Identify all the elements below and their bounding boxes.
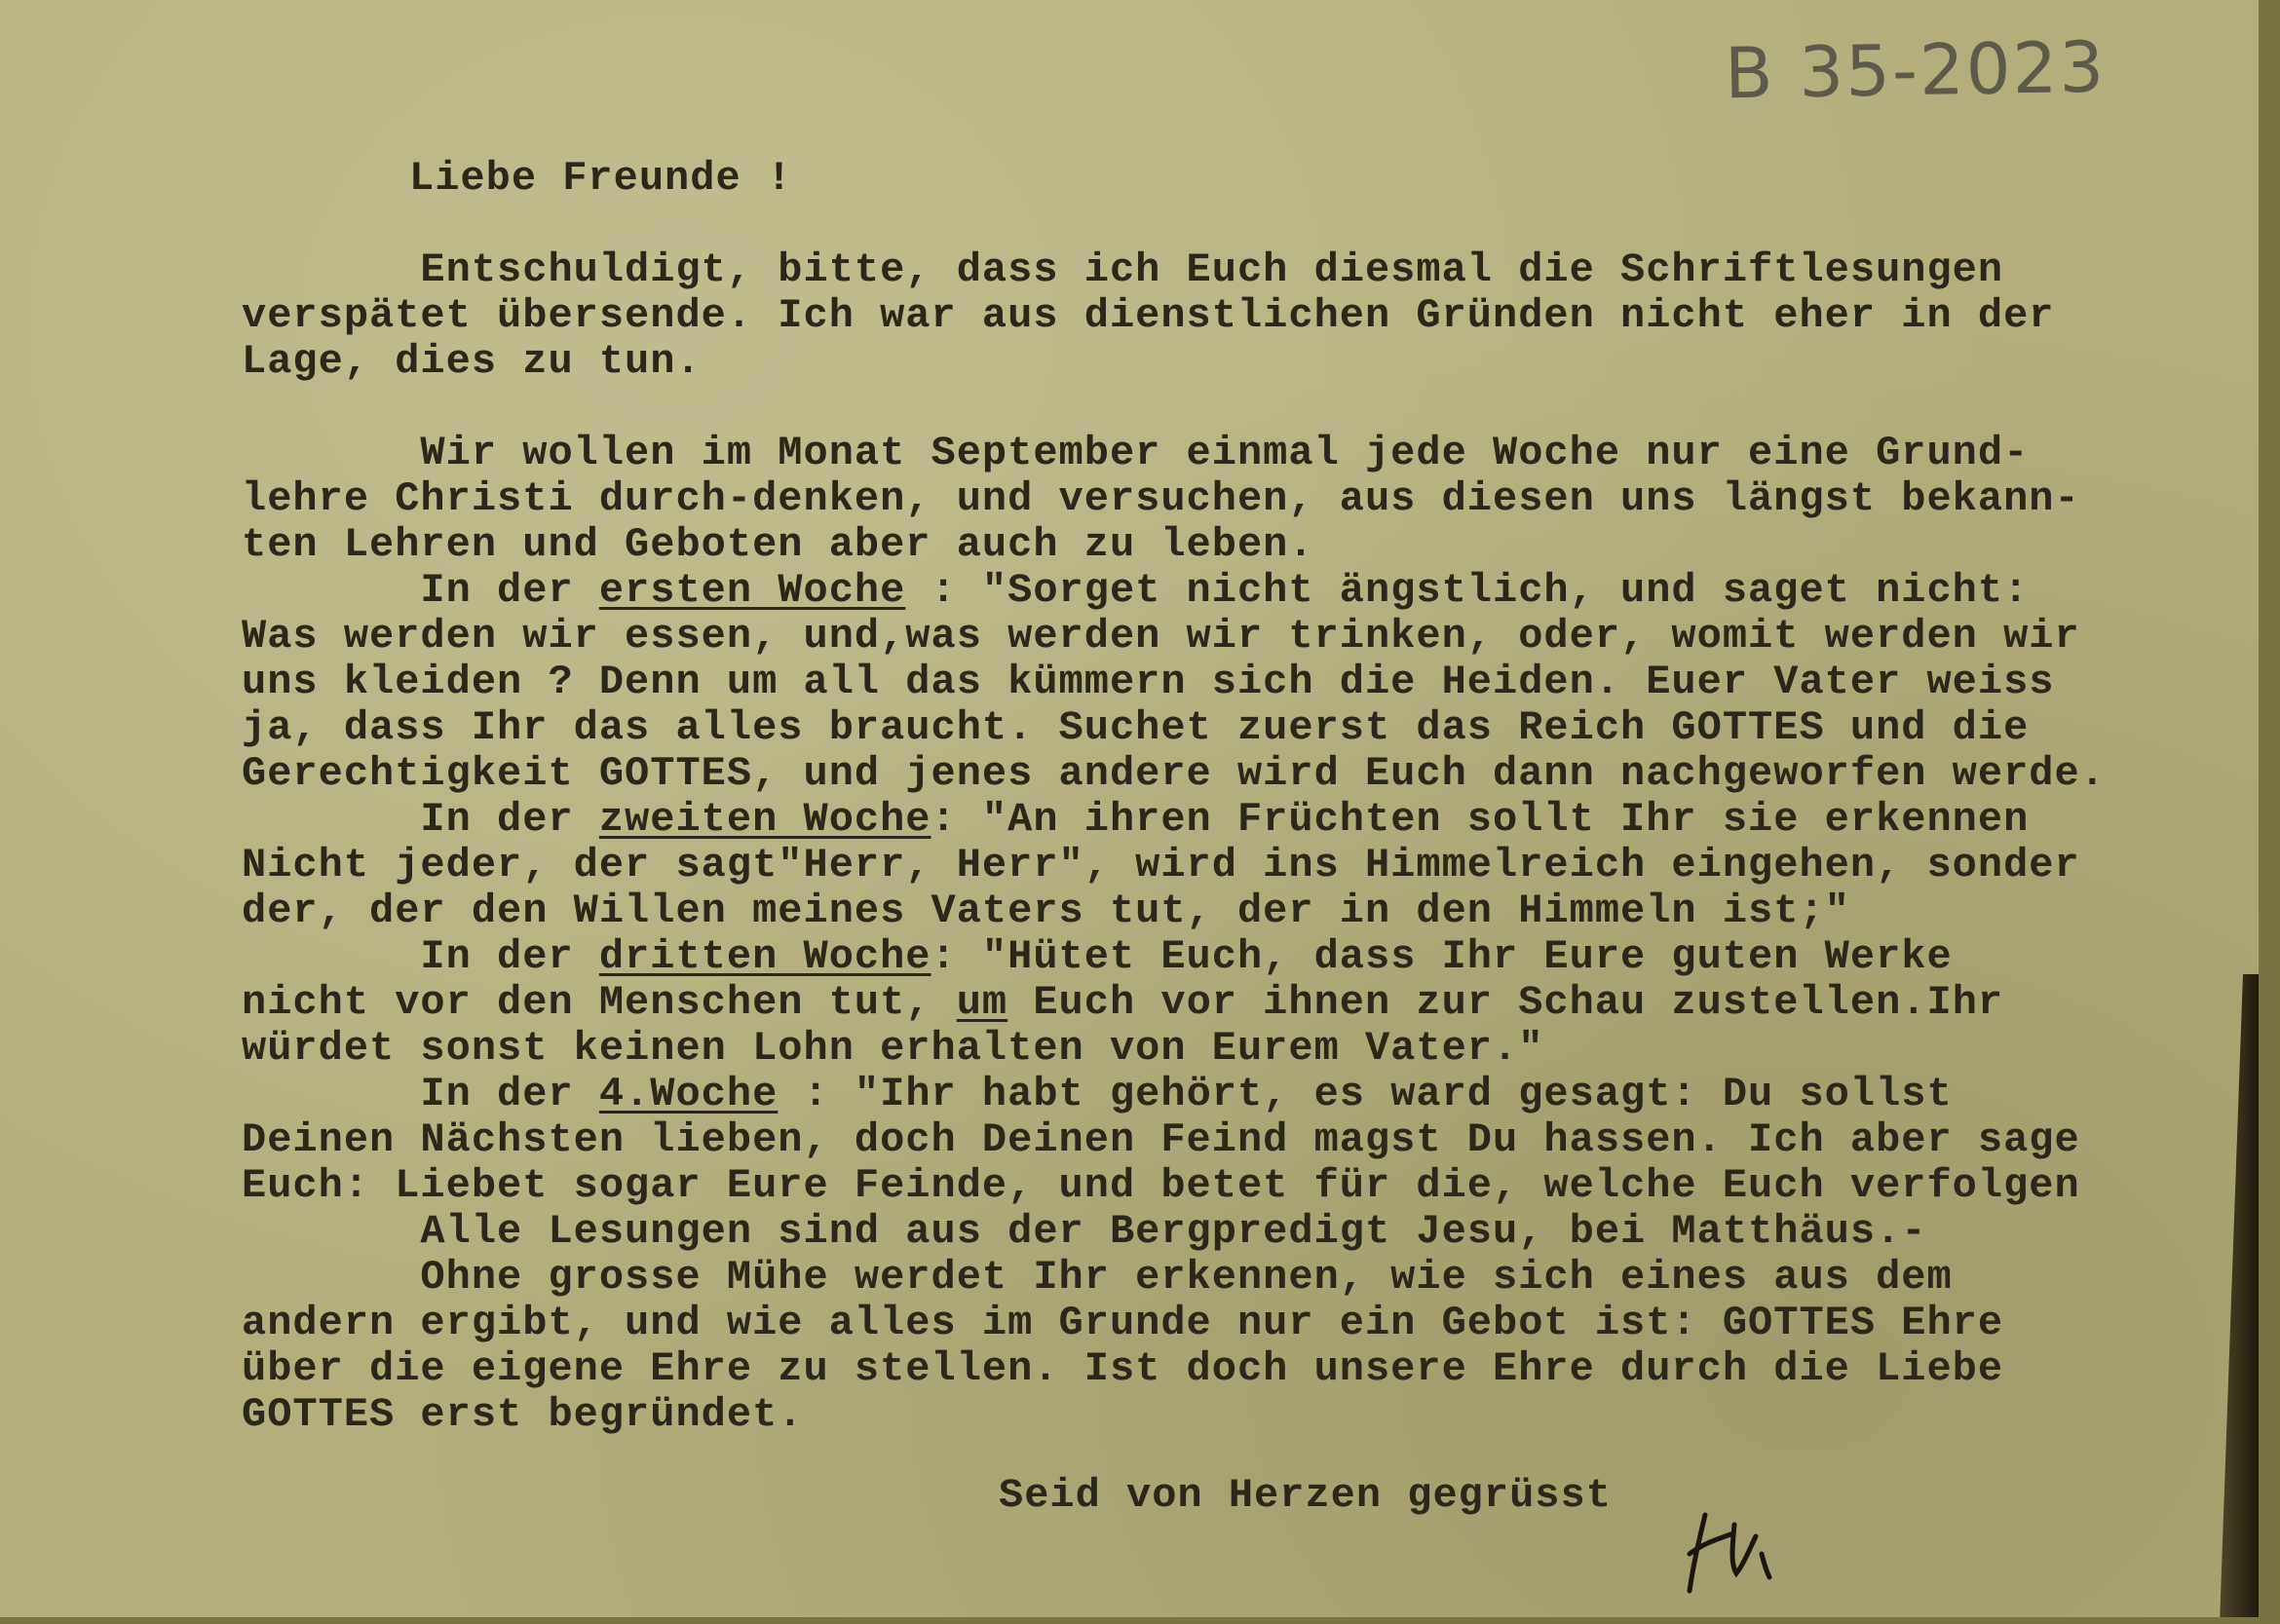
salutation: Liebe Freunde ! <box>409 155 793 202</box>
week1-line: ja, dass Ihr das alles braucht. Suchet zuerst das Reich GOTTES und die <box>242 704 2030 751</box>
page-torn-edge <box>2220 974 2259 1617</box>
week1-heading-line: In der ersten Woche : "Sorget nicht ängstlich, und saget nicht: <box>242 567 2030 614</box>
handwritten-initials <box>1676 1495 1783 1603</box>
week1-line: Gerechtigkeit GOTTES, und jenes andere wird Euch dann nachgeworfen werde. <box>242 750 2106 797</box>
intro-line-3: Lage, dies zu tun. <box>242 338 702 385</box>
week4-underlined-label: 4.Woche <box>598 1071 779 1117</box>
archive-number: B 35-2023 <box>1724 25 2107 115</box>
week1-line: uns kleiden ? Denn um all das kümmern sich die Heiden. Euer Vater weiss <box>242 659 2055 705</box>
week3-line: nicht vor den Menschen tut, um Euch vor ihnen zur Schau zustellen.Ihr <box>242 979 2004 1026</box>
closing-line: Alle Lesungen sind aus der Bergpredigt Jesu, bei Matthäus.- <box>242 1208 1927 1255</box>
plan-line-1: Wir wollen im Monat September einmal jede Woche nur eine Grund- <box>242 430 2030 476</box>
week2-heading-line: In der zweiten Woche: "An ihren Früchten sollt Ihr sie erkennen <box>242 796 2030 843</box>
week4-line: Deinen Nächsten lieben, doch Deinen Feind magst Du hassen. Ich aber sage <box>242 1116 2080 1163</box>
week1-line: Was werden wir essen, und,was werden wir trinken, oder, womit werden wir <box>242 613 2080 660</box>
week3-heading-line: In der dritten Woche: "Hütet Euch, dass Ihr Eure guten Werke <box>242 933 1953 980</box>
week2-underlined-label: zweiten Woche <box>598 796 931 843</box>
closing-line: GOTTES erst begründet. <box>242 1391 804 1438</box>
closing-line: Ohne grosse Mühe werdet Ihr erkennen, wie sich eines aus dem <box>242 1254 1953 1301</box>
week2-line: der, der den Willen meines Vaters tut, der in den Himmeln ist;" <box>242 888 1850 934</box>
plan-line-3: ten Lehren und Geboten aber auch zu leben. <box>242 521 1314 568</box>
plan-line-2: lehre Christi durch-denken, und versuchen, aus diesen uns längst bekann- <box>242 475 2080 522</box>
closing-line: über die eigene Ehre zu stellen. Ist doch unsere Ehre durch die Liebe <box>242 1345 2004 1392</box>
week3-line: würdet sonst keinen Lohn erhalten von Eurem Vater." <box>242 1025 1544 1072</box>
week4-heading-line: In der 4.Woche : "Ihr habt gehört, es ward gesagt: Du sollst <box>242 1071 1953 1117</box>
week2-line: Nicht jeder, der sagt"Herr, Herr", wird ins Himmelreich eingehen, sonder <box>242 842 2080 888</box>
intro-line-2: verspätet übersende. Ich war aus dienstlichen Gründen nicht eher in der <box>242 292 2055 339</box>
week3-underlined-um: um <box>956 979 1008 1026</box>
week3-underlined-label: dritten Woche <box>598 933 931 980</box>
greeting: Seid von Herzen gegrüsst <box>999 1472 1612 1519</box>
week4-line: Euch: Liebet sogar Eure Feinde, und betet für die, welche Euch verfolgen <box>242 1162 2080 1209</box>
intro-line-1: Entschuldigt, bitte, dass ich Euch diesmal die Schriftlesungen <box>242 246 2004 293</box>
closing-line: andern ergibt, und wie alles im Grunde nur ein Gebot ist: GOTTES Ehre <box>242 1300 2004 1346</box>
week1-underlined-label: ersten Woche <box>598 567 906 614</box>
